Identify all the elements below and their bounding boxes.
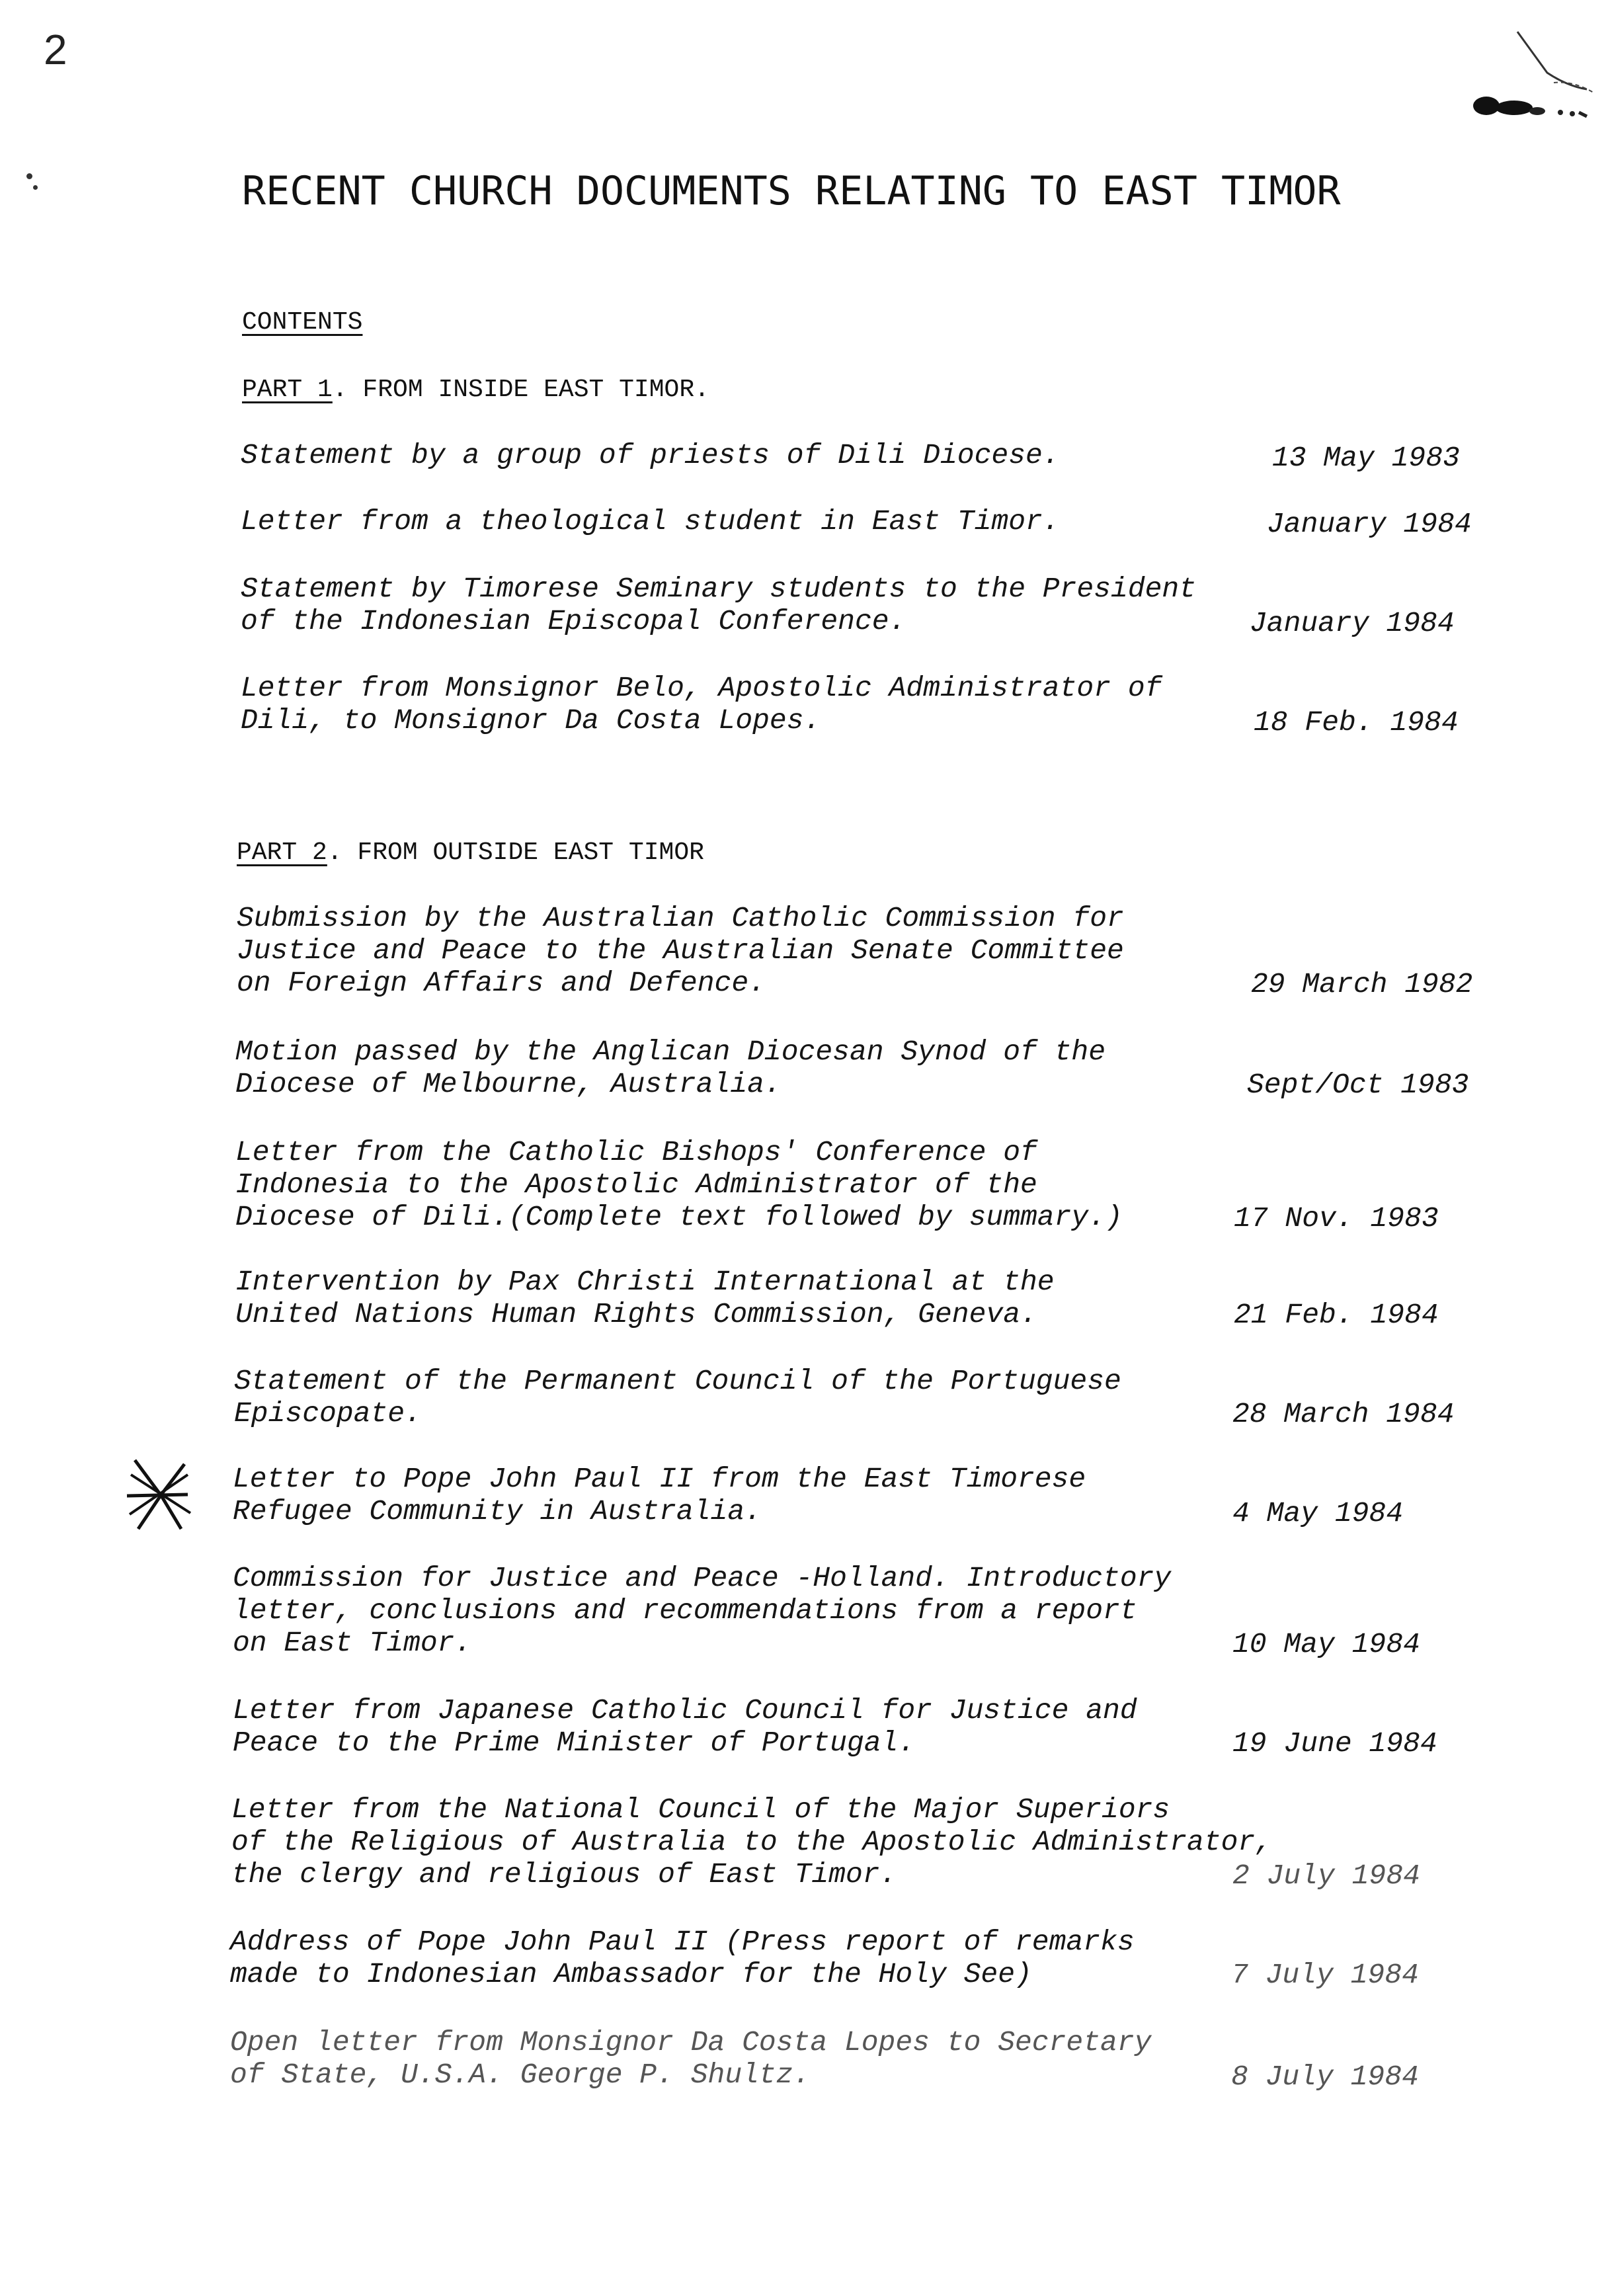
margin-mark	[33, 185, 38, 190]
entry-date: 4 May 1984	[1232, 1497, 1404, 1530]
list-item	[235, 1266, 1439, 1331]
entry-date: 8 July 1984	[1231, 2061, 1419, 2093]
asterisk-mark-icon	[122, 1455, 194, 1534]
part2-title: . FROM OUTSIDE EAST TIMOR	[327, 839, 704, 867]
list-item	[235, 1136, 1439, 1235]
part1-title: . FROM INSIDE EAST TIMOR.	[332, 376, 709, 404]
entry-description: Letter from a theological student in East Timor.	[241, 505, 1060, 538]
document-title: RECENT CHURCH DOCUMENTS RELATING TO EAST TIMOR	[242, 168, 1341, 214]
entry-description: Letter from the Catholic Bishops' Conference of Indonesia to the Apostolic Administrator of the Diocese of Dili.(Complete text followed by summary.)	[235, 1136, 1123, 1233]
list-item	[234, 1365, 1455, 1430]
part1-number: PART 1	[242, 376, 333, 404]
list-item	[241, 672, 1459, 739]
margin-mark	[26, 173, 32, 179]
corner-scribble-icon	[1455, 20, 1600, 139]
entry-description: Motion passed by the Anglican Diocesan Synod of the Diocese of Melbourne, Australia.	[235, 1036, 1106, 1100]
entry-description: Letter from Japanese Catholic Council for Justice and Peace to the Prime Minister of Portugal.	[233, 1694, 1137, 1759]
contents-heading	[242, 308, 362, 337]
entry-date: 2 July 1984	[1232, 1860, 1420, 1892]
entry-description: Letter from the National Council of the Major Superiors of the Religious of Australia to the Apostolic Administrator, the clergy and religious of East Timor.	[231, 1793, 1273, 1891]
entry-description: Letter to Pope John Paul II from the East Timorese Refugee Community in Australia.	[233, 1463, 1086, 1528]
entry-date: 17 Nov. 1983	[1234, 1202, 1439, 1235]
entry-date: January 1984	[1267, 508, 1472, 540]
contents-label: CONTENTS	[242, 308, 363, 337]
list-item	[235, 1036, 1469, 1101]
entry-date: Sept/Oct 1983	[1247, 1069, 1469, 1101]
entry-description: Letter from Monsignor Belo, Apostolic Administrator of Dili, to Monsignor Da Costa Lopes.	[241, 672, 1162, 737]
entry-date: 19 June 1984	[1232, 1727, 1437, 1760]
list-item	[233, 1562, 1420, 1660]
entry-description: Commission for Justice and Peace -Holland. Introductory letter, conclusions and recommendations from a report on East Timor.	[233, 1562, 1172, 1659]
entry-description: Address of Pope John Paul II (Press report of remarks made to Indonesian Ambassador for the Holy See)	[230, 1926, 1135, 1990]
entry-date: January 1984	[1250, 607, 1455, 639]
entry-description: Submission by the Australian Catholic Commission for Justice and Peace to the Australian Senate Committee on Foreign Affairs and Defence.	[237, 902, 1124, 999]
list-item	[241, 573, 1455, 639]
list-item	[230, 1926, 1419, 1991]
entry-date: 29 March 1982	[1251, 968, 1473, 1001]
entry-date: 10 May 1984	[1232, 1628, 1420, 1660]
entry-description: Intervention by Pax Christi International at the United Nations Human Rights Commission, Geneva.	[235, 1266, 1055, 1331]
list-item	[237, 902, 1473, 1001]
entry-date: 18 Feb. 1984	[1254, 706, 1459, 739]
part2-number: PART 2	[237, 839, 327, 867]
entry-description: Statement of the Permanent Council of the Portuguese Episcopate.	[234, 1365, 1121, 1430]
list-item	[241, 505, 1472, 540]
entry-description: Statement by Timorese Seminary students to the President of the Indonesian Episcopal Conference.	[241, 573, 1197, 637]
entry-date: 28 March 1984	[1232, 1398, 1455, 1430]
entry-description: Statement by a group of priests of Dili Diocese.	[241, 439, 1060, 472]
part2-heading	[237, 839, 704, 867]
list-item	[233, 1694, 1437, 1760]
entry-date: 13 May 1983	[1272, 442, 1460, 474]
list-item	[241, 439, 1460, 474]
entry-date: 21 Feb. 1984	[1234, 1299, 1439, 1331]
list-item	[230, 2026, 1419, 2093]
part1-heading	[242, 376, 709, 404]
entry-date: 7 July 1984	[1231, 1959, 1419, 1991]
entry-description: Open letter from Monsignor Da Costa Lopes to Secretary of State, U.S.A. George P. Shultz.	[230, 2026, 1152, 2091]
page-number: 2	[44, 26, 67, 73]
list-item	[233, 1463, 1404, 1530]
list-item	[231, 1793, 1420, 1892]
